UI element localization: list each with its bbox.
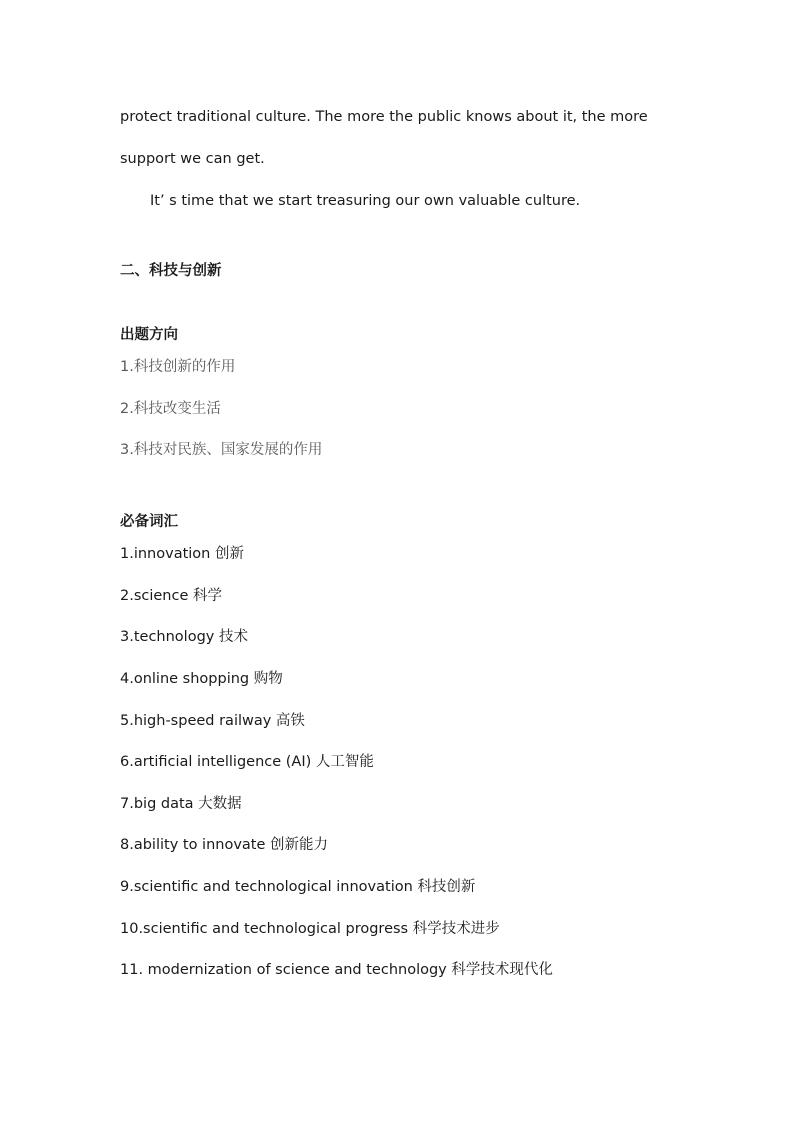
directions-heading: 出题方向 bbox=[120, 327, 178, 343]
vocab-item: 9.scientific and technological innovation 科技创新 bbox=[120, 879, 476, 895]
vocab-item: 3.technology 技术 bbox=[120, 629, 248, 645]
vocab-item: 8.ability to innovate 创新能力 bbox=[120, 837, 329, 853]
intro-line-2: support we can get. bbox=[120, 151, 265, 167]
intro-line-1: protect traditional culture. The more the public knows about it, the more bbox=[120, 109, 648, 125]
vocab-item: 11. modernization of science and technology 科学技术现代化 bbox=[120, 962, 553, 978]
vocab-item: 10.scientific and technological progress 科学技术进步 bbox=[120, 921, 500, 937]
direction-item: 3.科技对民族、国家发展的作用 bbox=[120, 442, 323, 458]
vocab-item: 5.high-speed railway 高铁 bbox=[120, 713, 305, 729]
vocab-item: 2.science 科学 bbox=[120, 588, 223, 604]
intro-line-3: It’ s time that we start treasuring our own valuable culture. bbox=[150, 193, 581, 209]
direction-item: 1.科技创新的作用 bbox=[120, 359, 236, 375]
section-title: 二、科技与创新 bbox=[120, 263, 222, 279]
vocab-item: 1.innovation 创新 bbox=[120, 546, 244, 562]
vocab-item: 4.online shopping 购物 bbox=[120, 671, 283, 687]
vocab-item: 7.big data 大数据 bbox=[120, 796, 242, 812]
vocab-item: 6.artificial intelligence (AI) 人工智能 bbox=[120, 754, 374, 770]
vocab-heading: 必备词汇 bbox=[120, 514, 178, 530]
direction-item: 2.科技改变生活 bbox=[120, 401, 221, 417]
